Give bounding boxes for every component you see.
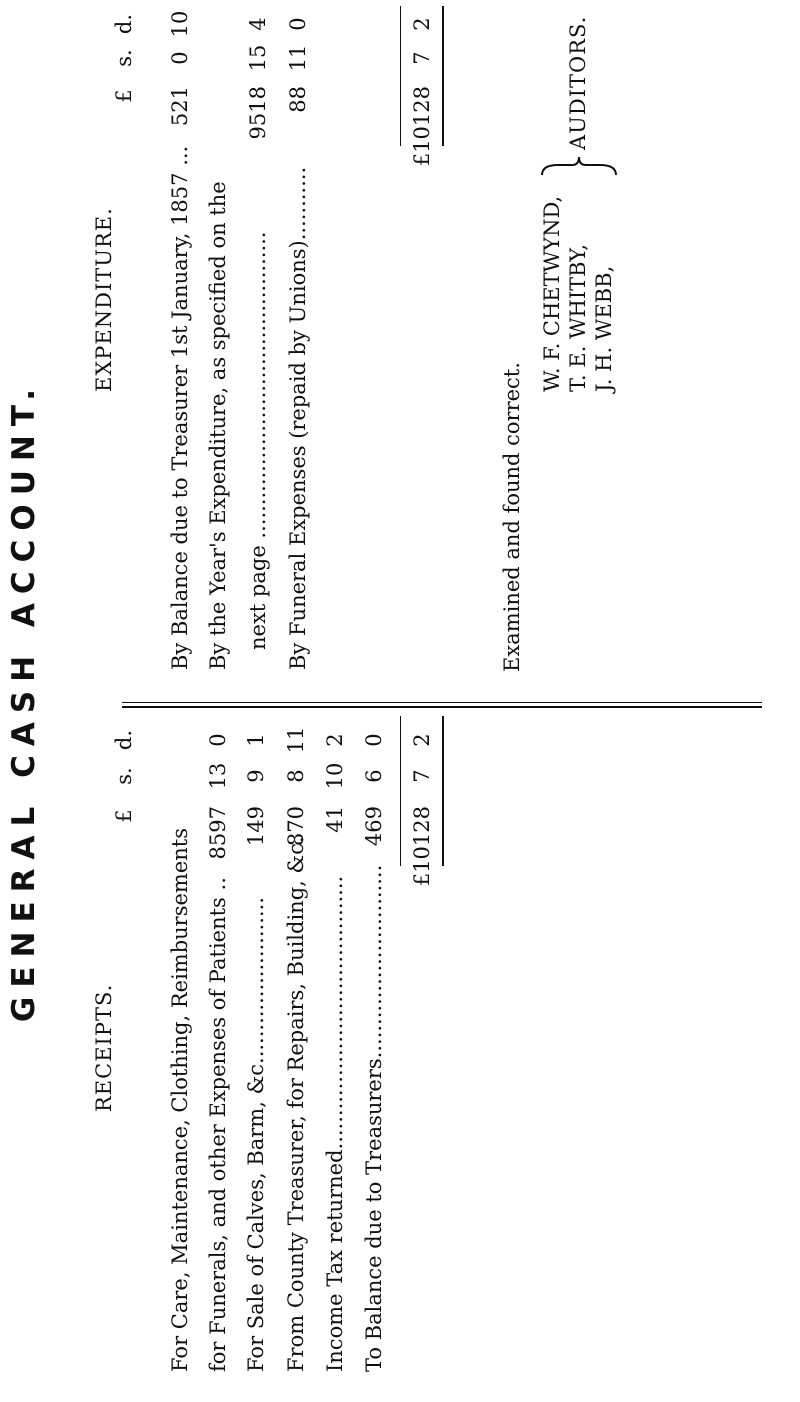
- ledger-receipts-total-rule: [400, 716, 401, 866]
- ledger-expenditure-row-1-s: 15: [246, 44, 270, 72]
- ledger-title: GENERAL CASH ACCOUNT.: [6, 379, 42, 1023]
- ledger-receipts-row-0-line1: For Care, Maintenance, Clothing, Reimbursements: [168, 827, 192, 1372]
- ledger-receipts-row-4: To Balance due to Treasurers.............................: [362, 864, 386, 1372]
- ledger-receipts-l-hdr: £: [112, 809, 136, 823]
- ledger-receipts-row-1-s: 9: [244, 769, 268, 783]
- ledger-receipts-d-hdr: d.: [112, 729, 136, 751]
- ledger-expenditure-row-0: By Balance due to Treasurer 1st January, 1857 ...: [168, 145, 192, 670]
- ledger-receipts-row-4-s: 6: [362, 769, 386, 783]
- ledger-receipts-row-2-d: 11: [284, 726, 308, 754]
- ledger-expenditure-row-0-l: 521: [168, 86, 192, 127]
- ledger-receipts-row-1-d: 1: [244, 733, 268, 747]
- ledger-expenditure-row-2-d: 0: [286, 17, 310, 31]
- ledger-receipts-row-1-l: 149: [244, 806, 268, 847]
- ledger-receipts-heading: RECEIPTS.: [92, 983, 116, 1112]
- ledger-receipts-row-4-d: 0: [362, 733, 386, 747]
- ledger-expenditure-row-0-s: 0: [168, 51, 192, 65]
- ledger-expenditure-total-d: 2: [410, 17, 434, 31]
- ledger-receipts-row-3-d: 2: [323, 733, 347, 747]
- ledger-receipts-row-0-s: 13: [206, 762, 230, 790]
- ledger-expenditure-d-hdr: d.: [112, 13, 136, 35]
- ledger-receipts-total-rule-bottom: [442, 716, 444, 866]
- auditor-name-3: J. H. WEBB,: [592, 265, 616, 392]
- ledger-receipts-row-0-d: 0: [206, 733, 230, 747]
- ledger-expenditure-total-l: £10128: [410, 86, 434, 167]
- auditor-name-2: T. E. WHITBY,: [566, 243, 590, 392]
- ledger-expenditure-heading: EXPENDITURE.: [92, 207, 116, 392]
- ledger-receipts-row-4-l: 469: [362, 806, 386, 847]
- ledger-receipts-row-3-s: 10: [323, 762, 347, 790]
- auditors-label: AUDITORS.: [566, 15, 590, 150]
- ledger-expenditure-s-hdr: s.: [112, 49, 136, 67]
- ledger-expenditure-total-s: 7: [410, 51, 434, 65]
- ledger-receipts-row-2-l: 870: [284, 806, 308, 847]
- ledger-expenditure-row-1-line2: next page ..............................................: [246, 231, 270, 650]
- certification-text: Examined and found correct.: [500, 362, 524, 672]
- ledger-expenditure-row-0-d: 10: [168, 10, 192, 38]
- ledger-expenditure-total-rule-bottom: [442, 6, 444, 146]
- ledger-receipts-row-2-s: 8: [284, 769, 308, 783]
- ledger-receipts-row-1: For Sale of Calves, Barm, &c.........................: [244, 897, 268, 1372]
- ledger-receipts-total-l: £10128: [410, 806, 434, 887]
- ledger-expenditure-row-1-line1: By the Year's Expenditure, as specified on the: [206, 181, 230, 670]
- ledger-receipts-s-hdr: s.: [112, 767, 136, 785]
- ledger-expenditure-row-1-d: 4: [246, 17, 270, 31]
- ledger-expenditure-row-2: By Funeral Expenses (repaid by Unions)...........: [286, 166, 310, 670]
- ledger-expenditure-row-2-s: 11: [286, 44, 310, 72]
- ledger-receipts-row-3: Income Tax returned.........................................: [323, 875, 347, 1372]
- ledger-receipts-row-2: From County Treasurer, for Repairs, Building, &c.: [284, 836, 308, 1372]
- ledger-divider-2: [122, 702, 762, 703]
- ledger-divider: [122, 706, 762, 708]
- ledger-receipts-row-0-l: 8597: [206, 806, 230, 860]
- ledger-expenditure-row-2-l: 88: [286, 86, 310, 113]
- ledger-receipts-row-0-line2: for Funerals, and other Expenses of Patients ..: [206, 877, 230, 1372]
- ledger-receipts-row-3-l: 41: [323, 806, 347, 833]
- ledger-expenditure-l-hdr: £: [112, 89, 136, 103]
- ledger-expenditure-row-1-l: 9518: [246, 86, 270, 140]
- ledger-receipts-total-d: 2: [410, 733, 434, 747]
- auditors-brace-icon: [540, 155, 618, 177]
- ledger-receipts-total-s: 7: [410, 769, 434, 783]
- ledger-expenditure-total-rule: [400, 6, 401, 146]
- auditor-name-1: W. F. CHETWYND,: [540, 195, 564, 392]
